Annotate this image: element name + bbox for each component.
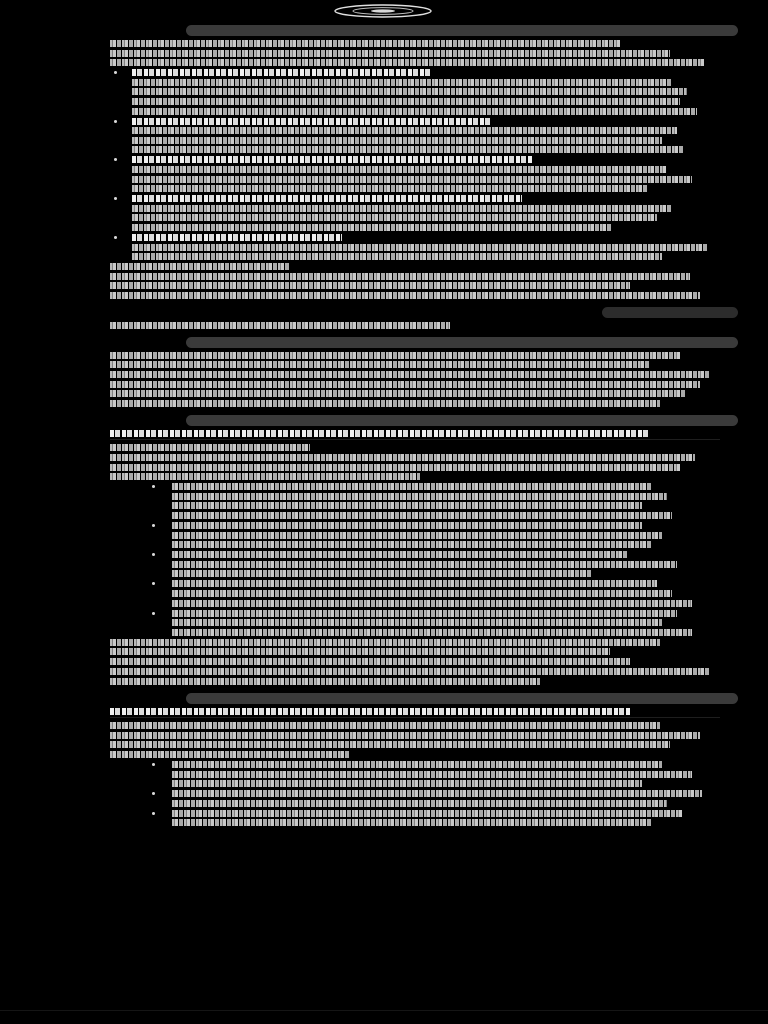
turn-pill-row [0,336,768,349]
message-body [110,352,720,410]
message-body [110,708,720,830]
turn-pill[interactable] [186,25,738,36]
list-item [110,522,720,548]
list-item [110,156,720,192]
turn-pill[interactable] [186,693,738,704]
numbered-list [110,483,720,636]
turn-pill-row [0,414,768,427]
paragraph [110,322,720,329]
turn-pill[interactable] [186,337,738,348]
turn-pill[interactable] [602,307,738,318]
speaker-label [0,708,110,830]
chat-turn-user [0,352,768,410]
paragraph [110,40,720,66]
chat-turn-assistant [0,430,768,688]
chat-transcript [0,22,768,1010]
turn-pill-row [0,692,768,705]
speaker-label [0,322,110,332]
chat-turn-assistant [0,322,768,332]
app-logo [333,4,433,18]
list-item [110,580,720,606]
bullet-list [110,69,720,260]
paragraph [110,444,720,480]
paragraph [110,722,720,758]
list-item [110,551,720,577]
turn-pill[interactable] [186,415,738,426]
speaker-label [0,352,110,410]
turn-pill-row [0,306,768,319]
chat-turn-assistant [0,708,768,830]
list-item [110,483,720,519]
divider [110,439,720,440]
list-item [110,195,720,231]
list-item [110,234,720,260]
speaker-label [0,430,110,688]
message-body [110,430,720,688]
list-item [110,761,720,787]
numbered-list [110,761,720,826]
paragraph [110,352,720,407]
message-body [110,322,720,332]
list-item [110,610,720,636]
list-item [110,790,720,807]
paragraph [110,639,720,665]
footer-text [296,1014,472,1020]
speaker-label [0,40,110,302]
message-body [110,40,720,302]
list-item [110,69,720,114]
list-item [110,118,720,154]
divider [110,717,720,718]
paragraph [110,668,720,685]
paragraph [110,263,720,299]
footer [0,1010,768,1024]
chat-turn-user [0,40,768,302]
list-item [110,810,720,827]
turn-pill-row [0,24,768,37]
